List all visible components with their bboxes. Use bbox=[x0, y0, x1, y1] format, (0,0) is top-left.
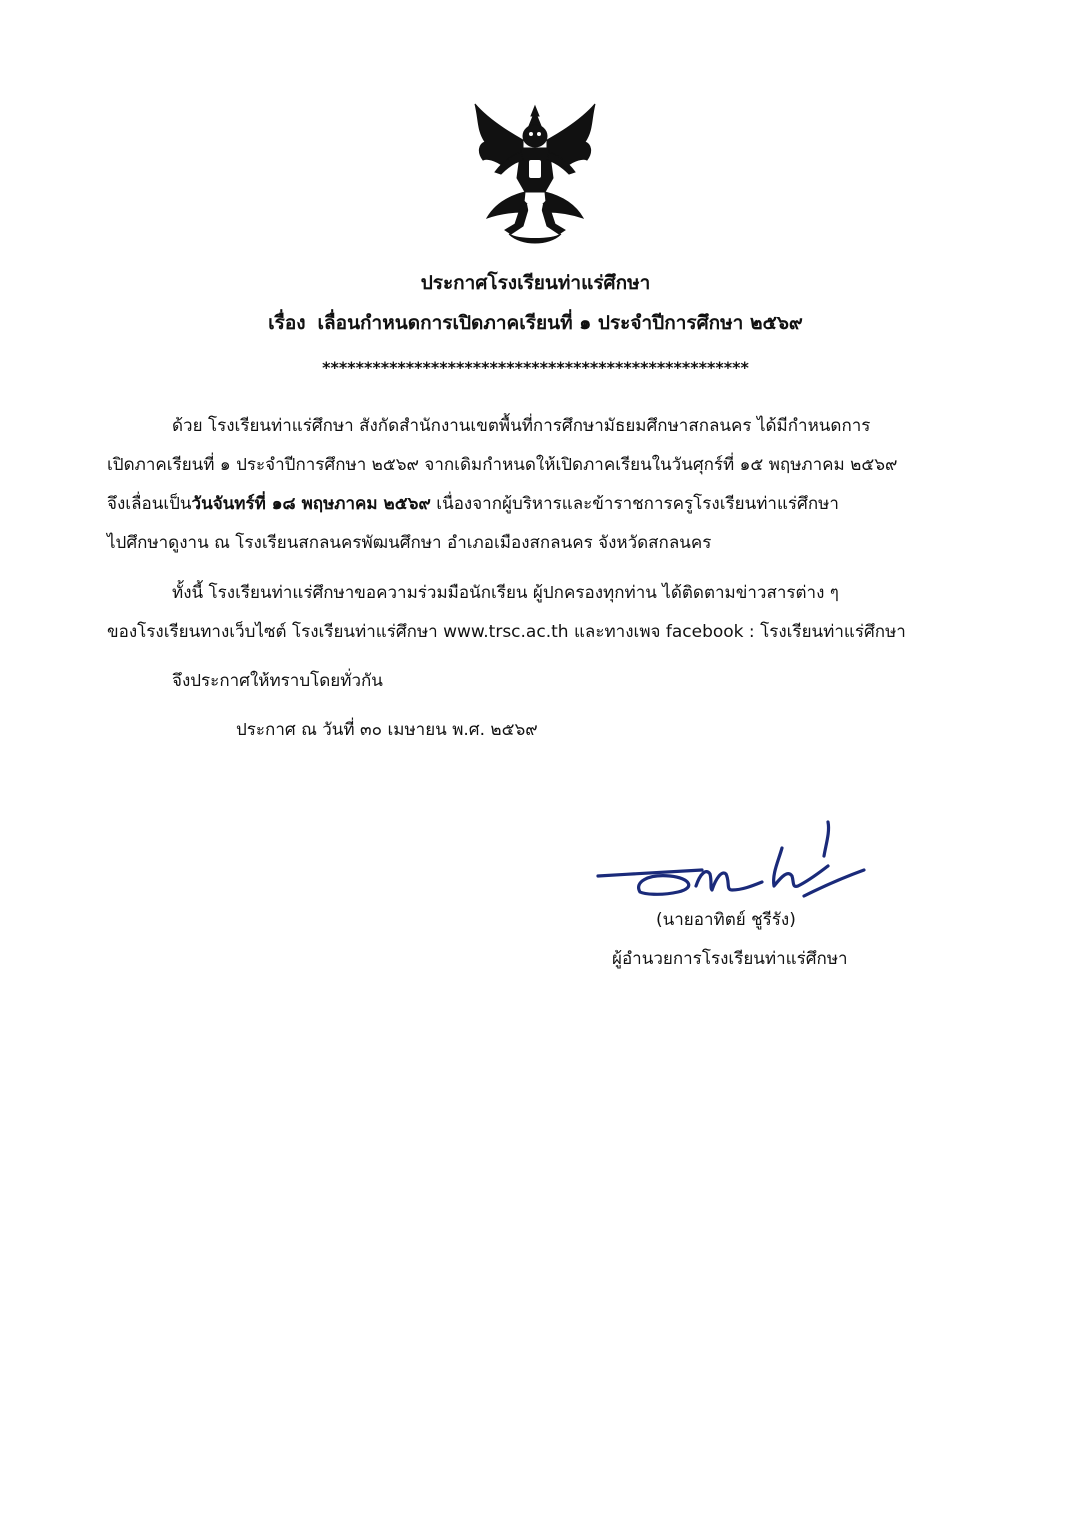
garuda-emblem-icon bbox=[465, 100, 605, 250]
paragraph-2-line-2: ของโรงเรียนทางเว็บไซต์ โรงเรียนท่าแร่ศึกษา www.trsc.ac.th และทางเพจ facebook : โรงเรียนท่าแร่ศึกษา bbox=[107, 622, 906, 642]
signatory-position: ผู้อำนวยการโรงเรียนท่าแร่ศึกษา bbox=[612, 949, 848, 969]
announcement-subject bbox=[0, 308, 1071, 338]
paragraph-1-line-3-prefix: จึงเลื่อนเป็น bbox=[107, 494, 192, 514]
paragraph-1-line-2: เปิดภาคเรียนที่ ๑ ประจำปีการศึกษา ๒๕๖๙ จากเดิมกำหนดให้เปิดภาคเรียนในวันศุกร์ที่ ๑๕ พฤษภาคม ๒๕๖๙ bbox=[107, 455, 898, 475]
announcement-date: ประกาศ ณ วันที่ ๓๐ เมษายน พ.ศ. ๒๕๖๙ bbox=[236, 720, 538, 740]
paragraph-1-line-3-suffix: เนื่องจากผู้บริหารและข้าราชการครูโรงเรียนท่าแร่ศึกษา bbox=[430, 494, 839, 514]
paragraph-2-line-1: ทั้งนี้ โรงเรียนท่าแร่ศึกษาขอความร่วมมือนักเรียน ผู้ปกครองทุกท่าน ได้ติดตามข่าวสารต่าง ๆ bbox=[172, 583, 839, 603]
paragraph-1-line-1: ด้วย โรงเรียนท่าแร่ศึกษา สังกัดสำนักงานเขตพื้นที่การศึกษามัธยมศึกษาสกลนคร ได้มีกำหนดการ bbox=[172, 416, 871, 436]
subject-label: เรื่อง bbox=[268, 312, 306, 334]
subject-text: เลื่อนกำหนดการเปิดภาคเรียนที่ ๑ ประจำปีการศึกษา ๒๕๖๙ bbox=[317, 312, 803, 334]
signatory-name: (นายอาทิตย์ ชูรีรัง) bbox=[656, 910, 796, 930]
paragraph-1-line-3 bbox=[107, 486, 839, 522]
new-opening-date: วันจันทร์ที่ ๑๘ พฤษภาคม ๒๕๖๙ bbox=[191, 494, 431, 514]
announcement-title-text: ประกาศโรงเรียนท่าแร่ศึกษา bbox=[420, 272, 651, 294]
closing-text: จึงประกาศให้ทราบโดยทั่วกัน bbox=[172, 671, 383, 691]
separator-line: *************************************************** bbox=[322, 358, 749, 377]
announcement-title bbox=[0, 268, 1071, 298]
paragraph-1-line-4: ไปศึกษาดูงาน ณ โรงเรียนสกลนครพัฒนศึกษา อำเภอเมืองสกลนคร จังหวัดสกลนคร bbox=[107, 533, 712, 553]
